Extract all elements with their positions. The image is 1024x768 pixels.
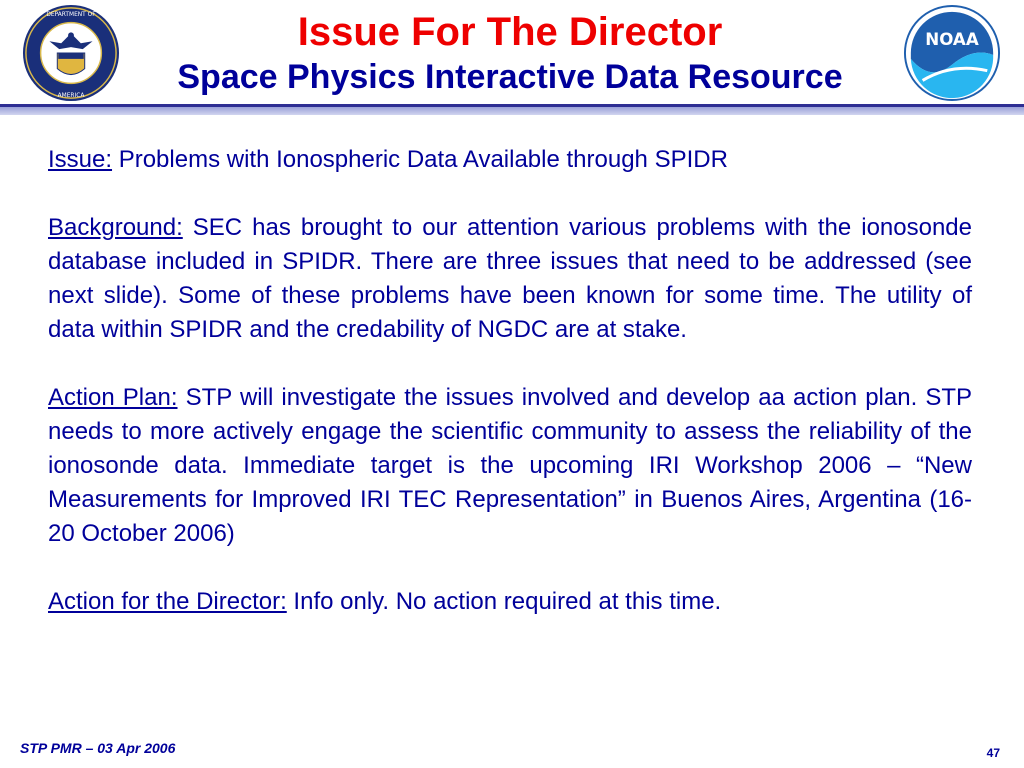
action-for-director-text: Info only. No action required at this time. <box>286 588 722 615</box>
footer-caption: STP PMR – 03 Apr 2006 <box>20 740 176 756</box>
action-for-director-paragraph <box>48 585 972 619</box>
svg-text:NOAA: NOAA <box>925 30 979 50</box>
background-paragraph <box>48 211 972 347</box>
slide-body <box>48 143 972 653</box>
header-rule-shadow <box>0 107 1024 115</box>
slide-subtitle: Space Physics Interactive Data Resource <box>177 58 843 96</box>
page-number: 47 <box>986 746 1000 760</box>
action-for-director-label: Action for the Director: <box>48 588 287 615</box>
background-text: SEC has brought to our attention various problems with the ionosonde database included in SPIDR. There are three issues that need to be addressed (see next slide). Some of these problems have been known for some time. The utility of data within SPIDR and the credability of NGDC are at stake. <box>48 214 972 343</box>
issue-label: Issue: <box>48 146 113 173</box>
action-plan-paragraph <box>48 381 972 551</box>
action-plan-text: STP will investigate the issues involved and develop aa action plan. STP needs to more actively engage the scientific community to assess the reliability of the ionosonde data. Immediate target is the upcoming IRI Workshop 2006 – “New Measurements for Improved IRI TEC Representation” in Buenos Aires, Argentina (16-20 October 2006) <box>48 384 973 547</box>
action-plan-label: Action Plan: <box>48 384 178 411</box>
background-label: Background: <box>48 214 183 241</box>
noaa-logo-icon <box>903 4 1001 102</box>
slide-title: Issue For The Director <box>297 10 723 54</box>
issue-paragraph <box>48 143 972 177</box>
svg-text:DEPARTMENT OF: DEPARTMENT OF <box>46 11 96 18</box>
svg-text:AMERICA: AMERICA <box>57 93 85 100</box>
department-of-commerce-seal-icon <box>22 4 120 102</box>
issue-text: Problems with Ionospheric Data Available through SPIDR <box>112 146 728 173</box>
